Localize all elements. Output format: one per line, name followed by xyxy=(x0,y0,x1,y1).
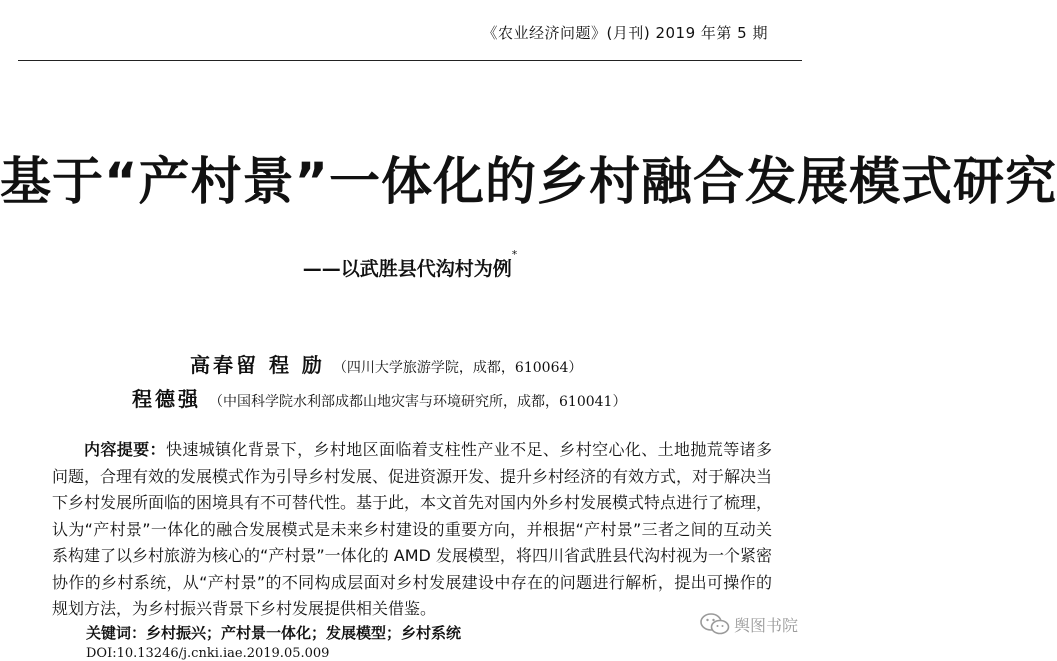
watermark xyxy=(700,612,798,636)
author-affiliation: （四川大学旅游学院，成都，610064） xyxy=(332,360,583,376)
header-rule xyxy=(18,60,802,61)
author-names: 高春留 程 励 xyxy=(190,353,325,377)
keywords: 关键词：乡村振兴；产村景一体化；发展模型；乡村系统 xyxy=(86,624,462,642)
footnote-mark: * xyxy=(511,248,518,261)
author-line-2 xyxy=(132,383,626,412)
article-title: 基于“产村景”一体化的乡村融合发展模式研究 xyxy=(0,153,1057,212)
abstract xyxy=(52,437,772,623)
wechat-icon xyxy=(700,612,730,636)
author-affiliation: （中国科学院水利部成都山地灾害与环境研究所，成都，610041） xyxy=(209,394,627,410)
abstract-text: 快速城镇化背景下，乡村地区面临着支柱性产业不足、乡村空心化、土地抛荒等诸多问题，合理有效的发展模式作为引导乡村发展、促进资源开发、提升乡村经济的有效方式，对于解决当下乡村发展所面临的困境具有不可替代性。基于此，本文首先对国内外乡村发展模式特点进行了梳理，认为“产村景”一体化的融合发展模式是未来乡村建设的重要方向，并根据“产村景”三者之间的互动关系构建了以乡村旅游为核心的“产村景”一体化的 AMD 发展模型，将四川省武胜县代沟村视为一个紧密协作的乡村系统，从“产村景”的不同构成层面对乡村发展建设中存在的问题进行解析，提出可操作的规划方法，为乡村振兴背景下乡村发展提供相关借鉴。 xyxy=(52,440,773,618)
journal-header: 《农业经济问题》(月刊) 2019 年第 5 期 xyxy=(482,24,768,42)
doi: DOI:10.13246/j.cnki.iae.2019.05.009 xyxy=(86,646,330,661)
abstract-label: 内容提要： xyxy=(84,440,166,459)
watermark-text: 舆图书院 xyxy=(733,615,798,635)
subtitle-text: ——以武胜县代沟村为例 xyxy=(302,258,512,280)
article-subtitle xyxy=(0,248,820,281)
author-names: 程德强 xyxy=(132,387,201,411)
author-line-1 xyxy=(190,349,582,378)
